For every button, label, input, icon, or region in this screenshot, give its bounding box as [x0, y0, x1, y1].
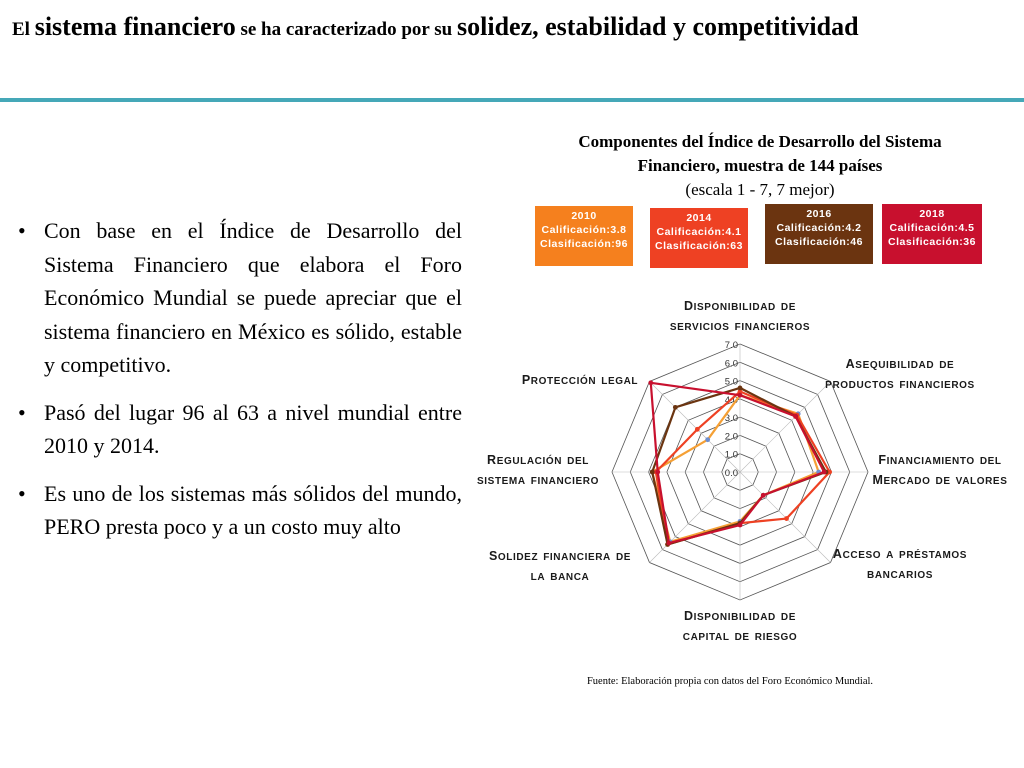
bullet-item: [18, 477, 462, 544]
year-box-year: 2014: [686, 212, 712, 224]
title-part: solidez, estabilidad y competitividad: [457, 12, 859, 41]
axis-label: BANCARIOS: [867, 570, 933, 581]
data-point-2018: [655, 470, 660, 475]
bullet-text: Es uno de los sistemas más sólidos del mundo, PERO presta poco y a un costo muy alto: [44, 480, 462, 539]
title-part: El: [12, 19, 35, 40]
tick-label: 1.0: [724, 449, 738, 461]
data-point-2014: [695, 427, 700, 432]
data-point-2014: [784, 516, 789, 521]
axis-label: MERCADO DE VALORES: [872, 473, 1008, 487]
chart-title-line-1: Componentes del Índice de Desarrollo del Sistema: [578, 132, 942, 151]
year-box-score-label: Calificación:4.2: [776, 222, 862, 234]
data-point-2018: [666, 541, 671, 546]
title-part: sistema financiero: [34, 12, 236, 41]
title-part: se ha caracterizado por su: [235, 19, 457, 40]
title-divider: [0, 98, 1024, 102]
axis-label: DISPONIBILIDAD DE: [683, 299, 797, 313]
year-box-2014: [650, 208, 748, 268]
tick-label: 4.0: [724, 394, 738, 406]
bullet-list: [18, 214, 462, 558]
data-point-2018: [738, 393, 743, 398]
radar-chart: [470, 290, 1010, 650]
bullet-item: [18, 396, 462, 463]
data-point-2010: [705, 437, 710, 442]
year-box-score-label: Calificación:4.5: [889, 222, 975, 234]
tick-label: 0.0: [724, 468, 738, 479]
bullet-dot: •: [18, 480, 26, 506]
bullet-dot: •: [18, 399, 26, 425]
data-point-2018: [793, 414, 798, 419]
tick-label: 2.0: [724, 431, 738, 443]
year-box-2016: [765, 204, 873, 264]
axis-label: PROTECCIÓN LEGAL: [521, 373, 639, 387]
year-box-rank-label: Clasificación:36: [888, 236, 976, 248]
bullet-text: Pasó del lugar 96 al 63 a nivel mundial entre 2010 y 2014.: [44, 399, 462, 458]
year-box-year: 2018: [919, 208, 945, 220]
chart-subtitle: (escala 1 - 7, 7 mejor): [685, 180, 835, 199]
year-box-rank-label: Clasificación:46: [775, 236, 863, 248]
tick-label: 3.0: [724, 413, 738, 425]
data-point-2016: [673, 405, 678, 410]
tick-label: 6.0: [724, 358, 738, 370]
tick-label: 5.0: [724, 376, 738, 388]
tick-label: 7.0: [724, 340, 738, 351]
data-point-2018: [761, 493, 766, 498]
axis-label: CAPITAL DE RIESGO: [682, 632, 798, 643]
axis-label: DISPONIBILIDAD DE: [683, 609, 797, 623]
axis-label: LA BANCA: [530, 572, 590, 583]
year-box-score-label: Calificación:4.1: [656, 226, 742, 238]
data-point-2018: [738, 523, 743, 528]
data-point-2016: [738, 385, 743, 390]
data-point-2018: [648, 380, 653, 385]
chart-title: [520, 130, 1000, 202]
year-box-year: 2010: [571, 210, 597, 222]
source-note: Fuente: Elaboración propia con datos del Foro Económico Mundial.: [586, 676, 874, 687]
year-box-rank-label: Clasificación:63: [655, 240, 743, 252]
bullet-dot: •: [18, 218, 26, 243]
year-box-2010: [535, 206, 633, 266]
bullet-item: [18, 214, 462, 382]
data-point-2018: [822, 470, 827, 475]
bullet-text: Con base en el Índice de Desarrollo del Sistema Financiero que elabora el Foro Económico Mundial se puede apreciar que el sistema financiero en México es sólido, estable y competitivo.: [44, 218, 462, 377]
year-box-rank-label: Clasificación:96: [540, 238, 628, 250]
axis-label: REGULACIÓN DEL: [487, 453, 589, 467]
axis-label: ACCESO A PRÉSTAMOS: [832, 547, 968, 561]
axis-label: SERVICIOS FINANCIEROS: [669, 322, 811, 333]
slide-title: [12, 8, 1012, 50]
axis-label: SOLIDEZ FINANCIERA DE: [488, 549, 632, 563]
year-box-2018: [882, 204, 982, 264]
data-point-2016: [650, 470, 655, 475]
axis-label: FINANCIAMIENTO DEL: [878, 453, 1002, 467]
axis-label: PRODUCTOS FINANCIEROS: [825, 380, 975, 391]
chart-title-line-2: Financiero, muestra de 144 países: [637, 156, 883, 175]
year-box-score-label: Calificación:3.8: [541, 224, 627, 236]
axis-label: SISTEMA FINANCIERO: [477, 476, 599, 487]
axis-label: ASEQUIBILIDAD DE: [845, 357, 955, 371]
year-box-year: 2016: [806, 208, 832, 220]
